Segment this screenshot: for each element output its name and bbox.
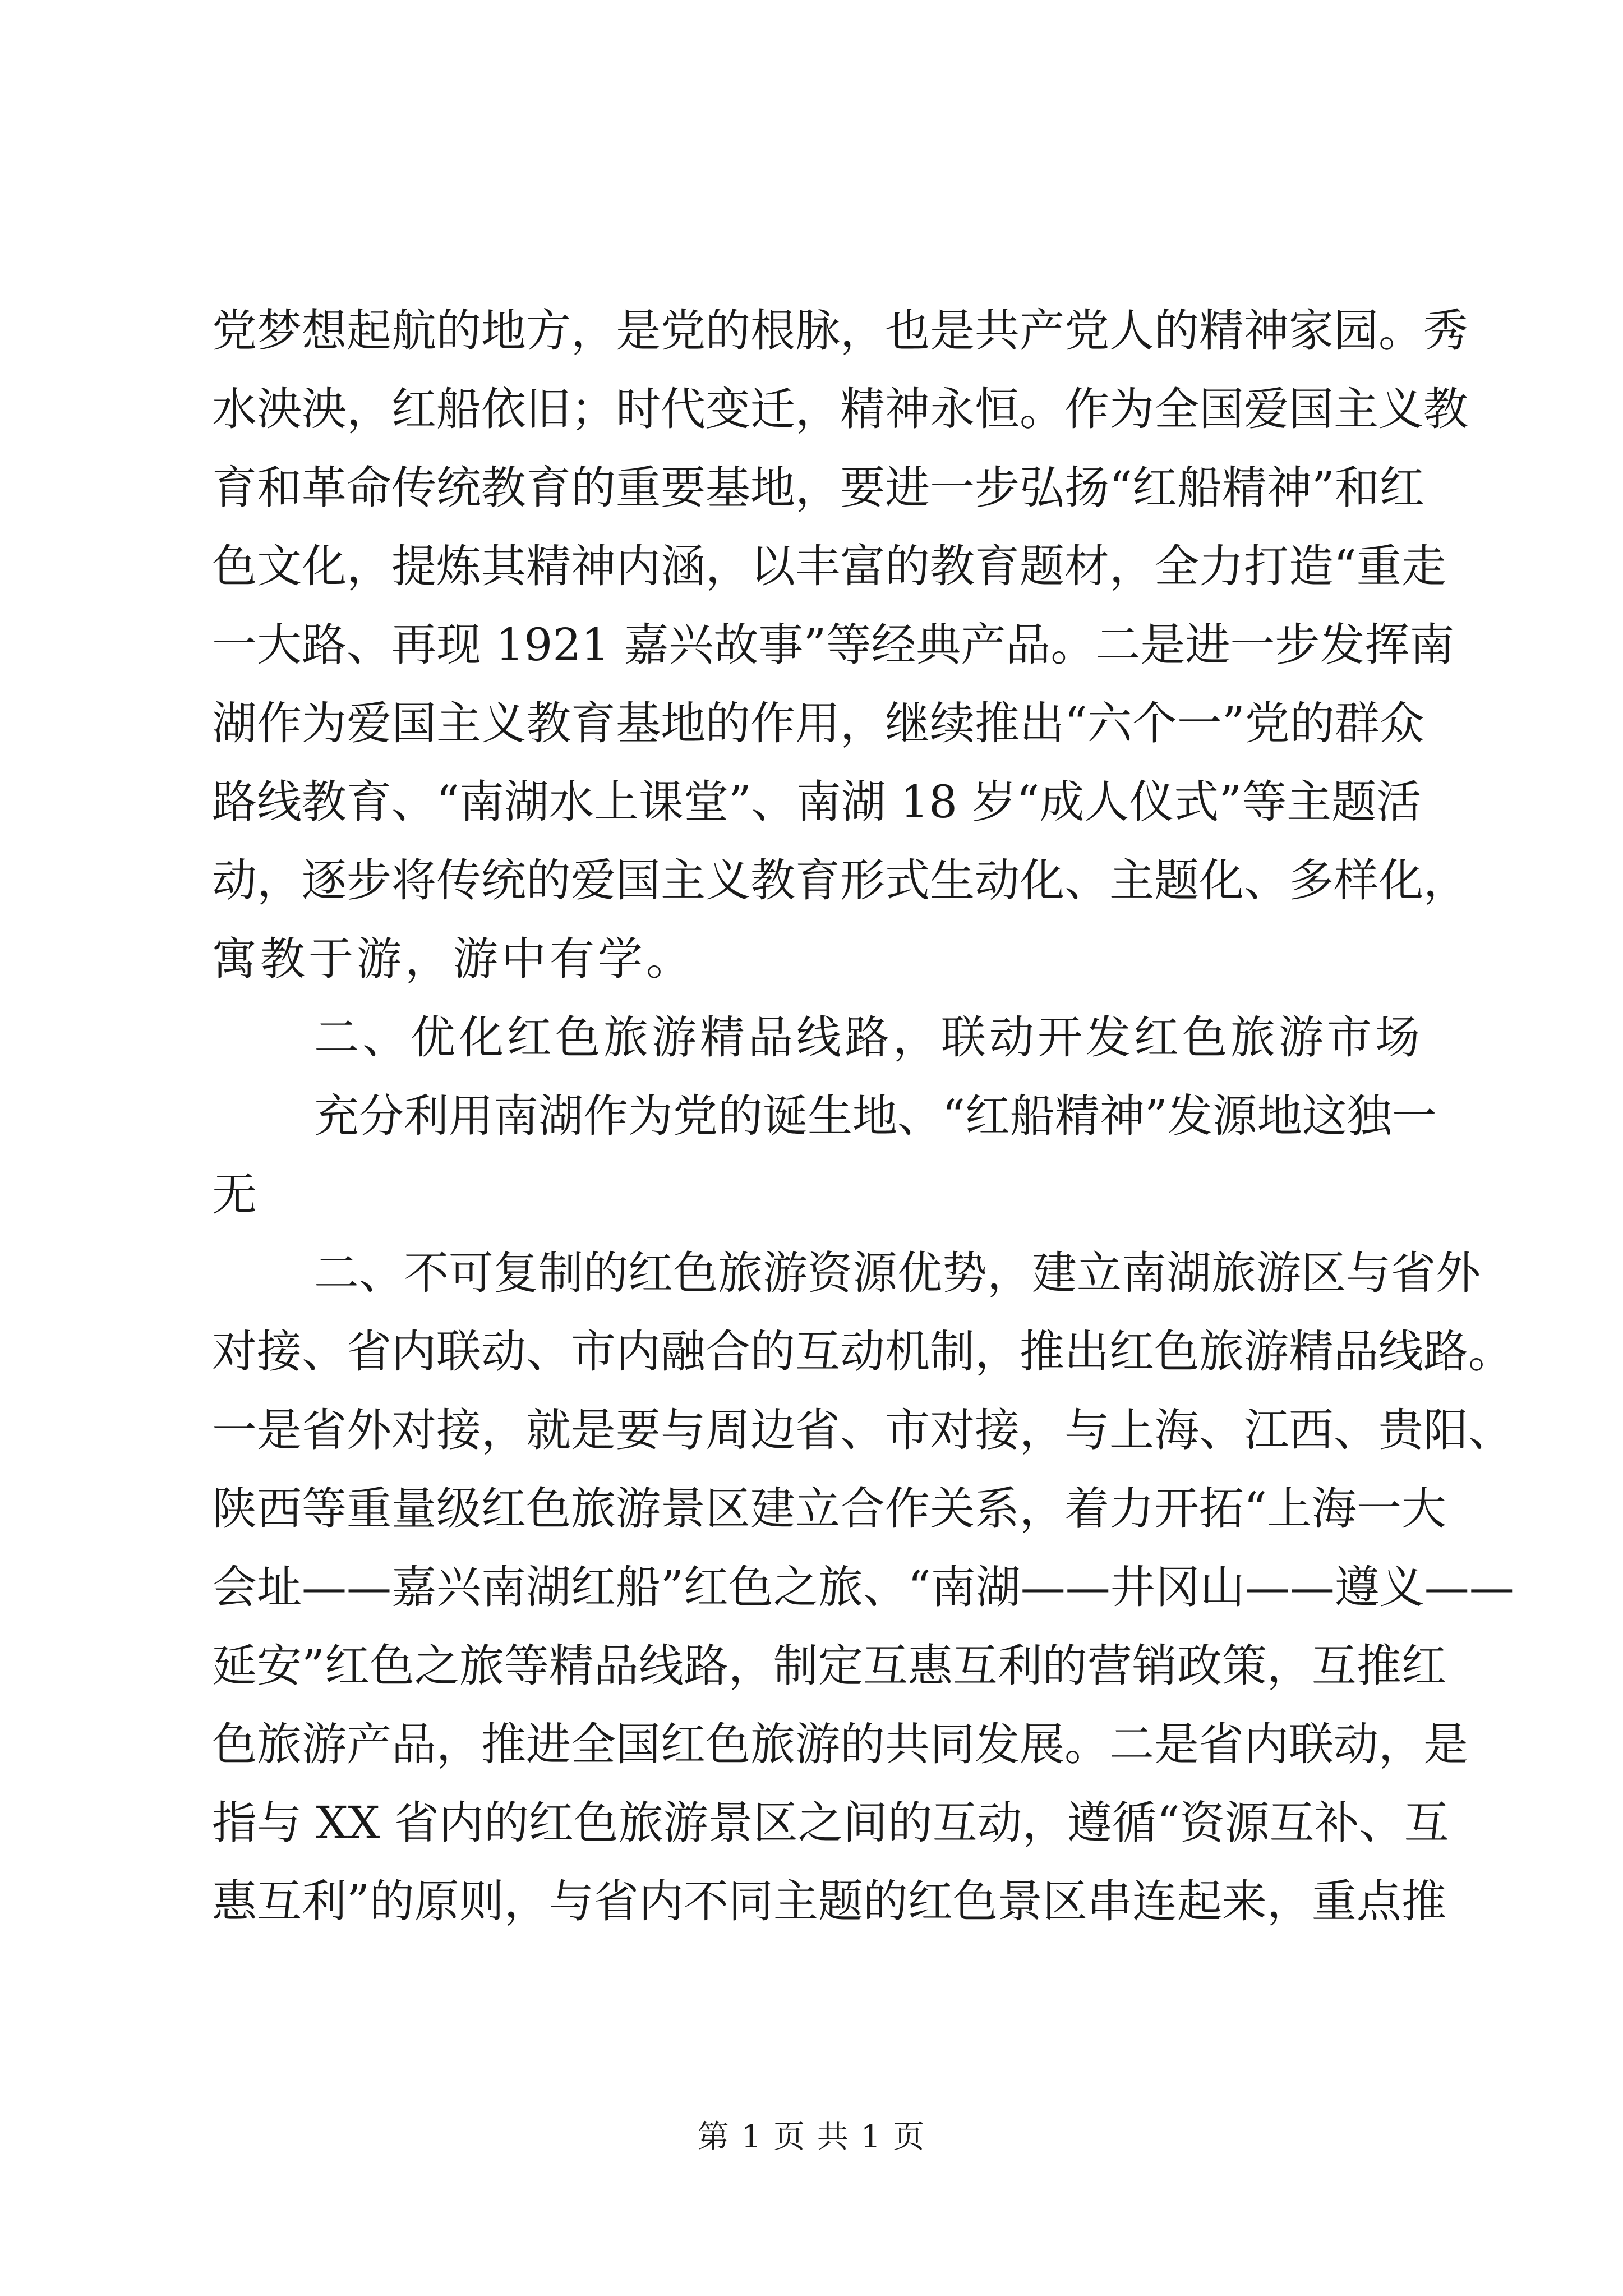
text-line: 湖作为爱国主义教育基地的作用，继续推出“六个一”党的群众 <box>212 697 1424 749</box>
text-line: 指与 XX 省内的红色旅游景区之间的互动，遵循“资源互补、互 <box>212 1797 1449 1849</box>
text-line: 一是省外对接，就是要与周边省、市对接，与上海、江西、贵阳、 <box>212 1404 1513 1456</box>
text-line: 延安”红色之旅等精品线路，制定互惠互利的营销政策，互推红 <box>212 1640 1446 1692</box>
text-line: 无 <box>212 1168 260 1221</box>
text-line: 一大路、再现 1921 嘉兴故事”等经典产品。二是进一步发挥南 <box>212 619 1455 671</box>
text-line: 水泱泱，红船依旧；时代变迁，精神永恒。作为全国爱国主义教 <box>212 383 1468 435</box>
text-line: 会址——嘉兴南湖红船”红色之旅、“南湖——井冈山——遵义—— <box>212 1561 1514 1613</box>
text-line: 寓教于游，游中有学。 <box>212 933 694 985</box>
text-line: 路线教育、“南湖水上课堂”、南湖 18 岁“成人仪式”等主题活 <box>212 776 1422 828</box>
text-line: 动，逐步将传统的爱国主义教育形式生动化、主题化、多样化， <box>212 854 1468 907</box>
text-line: 惠互利”的原则，与省内不同主题的红色景区串连起来，重点推 <box>212 1875 1446 1927</box>
text-line: 陕西等重量级红色旅游景区建立合作关系，着力开拓“上海一大 <box>212 1483 1446 1535</box>
text-line: 二、优化红色旅游精品线路，联动开发红色旅游市场 <box>314 1011 1423 1064</box>
page-footer: 第 1 页 共 1 页 <box>697 2119 926 2155</box>
text-line: 充分利用南湖作为党的诞生地、“红船精神”发源地这独一 <box>314 1090 1437 1142</box>
text-line: 对接、省内联动、市内融合的互动机制，推出红色旅游精品线路。 <box>212 1326 1513 1378</box>
text-line: 二、不可复制的红色旅游资源优势，建立南湖旅游区与省外 <box>314 1247 1481 1299</box>
text-line: 育和革命传统教育的重要基地，要进一步弘扬“红船精神”和红 <box>212 462 1424 514</box>
text-line: 色文化，提炼其精神内涵，以丰富的教育题材，全力打造“重走 <box>212 540 1446 592</box>
text-line: 党梦想起航的地方，是党的根脉，也是共产党人的精神家园。秀 <box>212 305 1468 357</box>
text-line: 色旅游产品，推进全国红色旅游的共同发展。二是省内联动，是 <box>212 1718 1468 1770</box>
